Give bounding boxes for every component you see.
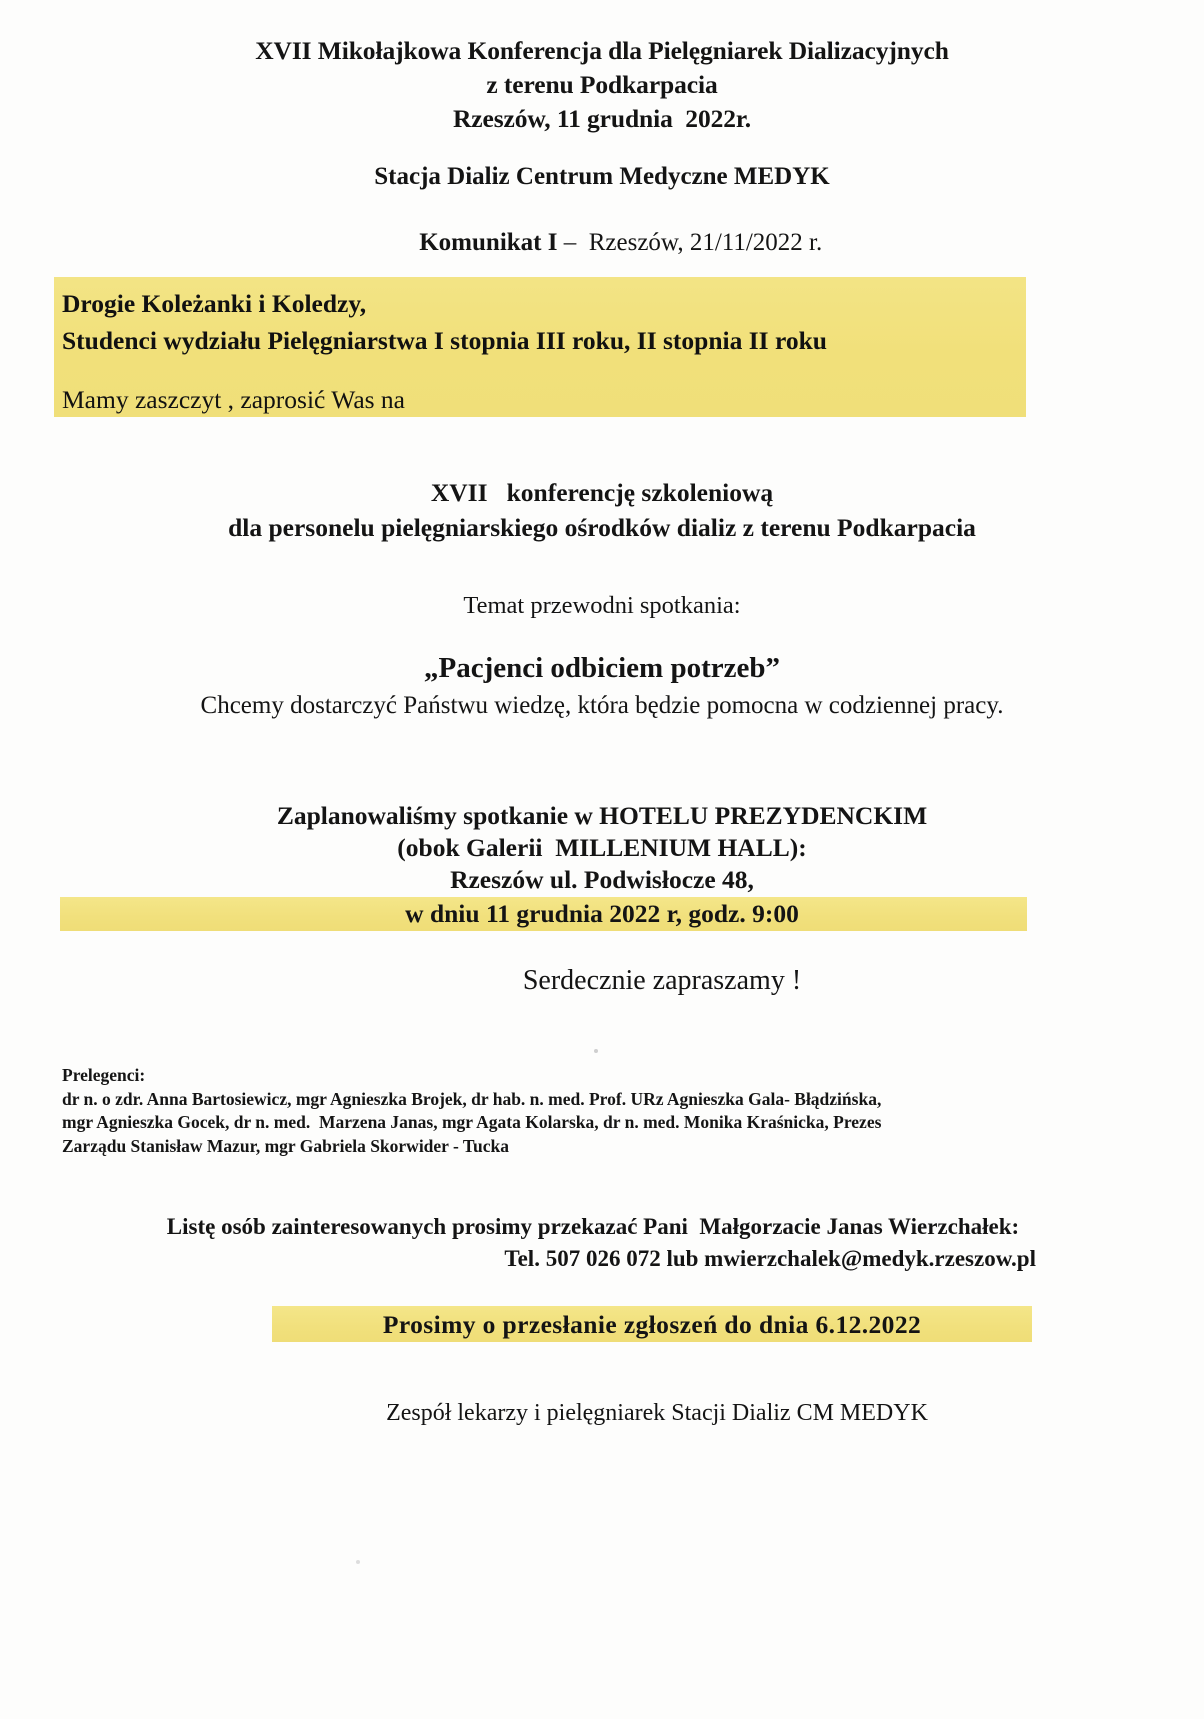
- salutation-text-group: [62, 285, 1020, 416]
- speakers-heading: Prelegenci:: [62, 1065, 146, 1085]
- document-subtitle: [0, 160, 1204, 292]
- welcome-message: Serdecznie zapraszamy !: [522, 965, 802, 996]
- venue-date-time: w dniu 11 grudnia 2022 r, godz. 9:00: [405, 899, 799, 928]
- title-line-3: Rzeszów, 11 grudnia 2022r.: [452, 104, 752, 133]
- theme-quote: „Pacjenci odbiciem potrzeb”: [424, 652, 780, 684]
- document-title: [0, 34, 1204, 136]
- subtitle-organization: Stacja Dializ Centrum Medyczne MEDYK: [374, 163, 830, 190]
- contact-line-1: Listę osób zainteresowanych prosimy przekazać Pani Małgorzacie Janas Wierzchałek:: [166, 1214, 1020, 1239]
- salutation-invite-line: Mamy zaszczyt , zaprosić Was na: [62, 385, 406, 414]
- speakers-list: [62, 1064, 1002, 1158]
- theme-description: Chcemy dostarczyć Państwu wiedzę, która będzie pomocna w codziennej pracy.: [200, 692, 1004, 719]
- contact-phone-email: Tel. 507 026 072 lub mwierzchalek@medyk.rzeszow.pl: [504, 1246, 1036, 1271]
- theme-label: Temat przewodni spotkania:: [463, 592, 741, 619]
- title-line-1: XVII Mikołajkowa Konferencja dla Pielęgniarek Dializacyjnych: [255, 36, 949, 65]
- venue-details: [0, 800, 1204, 896]
- venue-line-2: (obok Galerii MILLENIUM HALL):: [397, 833, 807, 862]
- contact-instructions: [0, 1211, 1204, 1275]
- deadline-notice: Prosimy o przesłanie zgłoszeń do dnia 6.12.2022: [382, 1310, 922, 1339]
- conference-name-line-2: dla personelu pielęgniarskiego ośrodków dializ z terenu Podkarpacia: [228, 513, 976, 542]
- venue-address: Rzeszów ul. Podwisłocze 48,: [450, 865, 754, 894]
- conference-name: [0, 475, 1204, 545]
- salutation-highlight-band: [54, 277, 1026, 417]
- document-footer-signature: Zespół lekarzy i pielęgniarek Stacji Dializ CM MEDYK: [386, 1400, 928, 1426]
- bulletin-date: – Rzeszów, 21/11/2022 r.: [557, 229, 823, 256]
- conference-name-line-1: XVII konferencję szkoleniową: [430, 478, 774, 507]
- venue-line-1: Zaplanowaliśmy spotkanie w HOTELU PREZYDENCKIM: [276, 801, 928, 830]
- speakers-line-3: Zarządu Stanisław Mazur, mgr Gabriela Skorwider - Tucka: [62, 1135, 509, 1156]
- scan-speck: [594, 1049, 598, 1053]
- speakers-line-1: dr n. o zdr. Anna Bartosiewicz, mgr Agnieszka Brojek, dr hab. n. med. Prof. URz Agnieszka Gala- Błądzińska,: [62, 1088, 882, 1109]
- speakers-line-2: mgr Agnieszka Gocek, dr n. med. Marzena Janas, mgr Agata Kolarska, dr n. med. Monika Kraśnicka, Prezes: [62, 1112, 882, 1132]
- scan-speck: [356, 1560, 360, 1564]
- salutation-line-1: Drogie Koleżanki i Koledzy,: [62, 289, 367, 318]
- salutation-line-2: Studenci wydziału Pielęgniarstwa I stopnia III roku, II stopnia II roku: [62, 326, 827, 355]
- title-line-2: z terenu Podkarpacia: [486, 70, 718, 99]
- bulletin-label: Komunikat I: [419, 229, 558, 256]
